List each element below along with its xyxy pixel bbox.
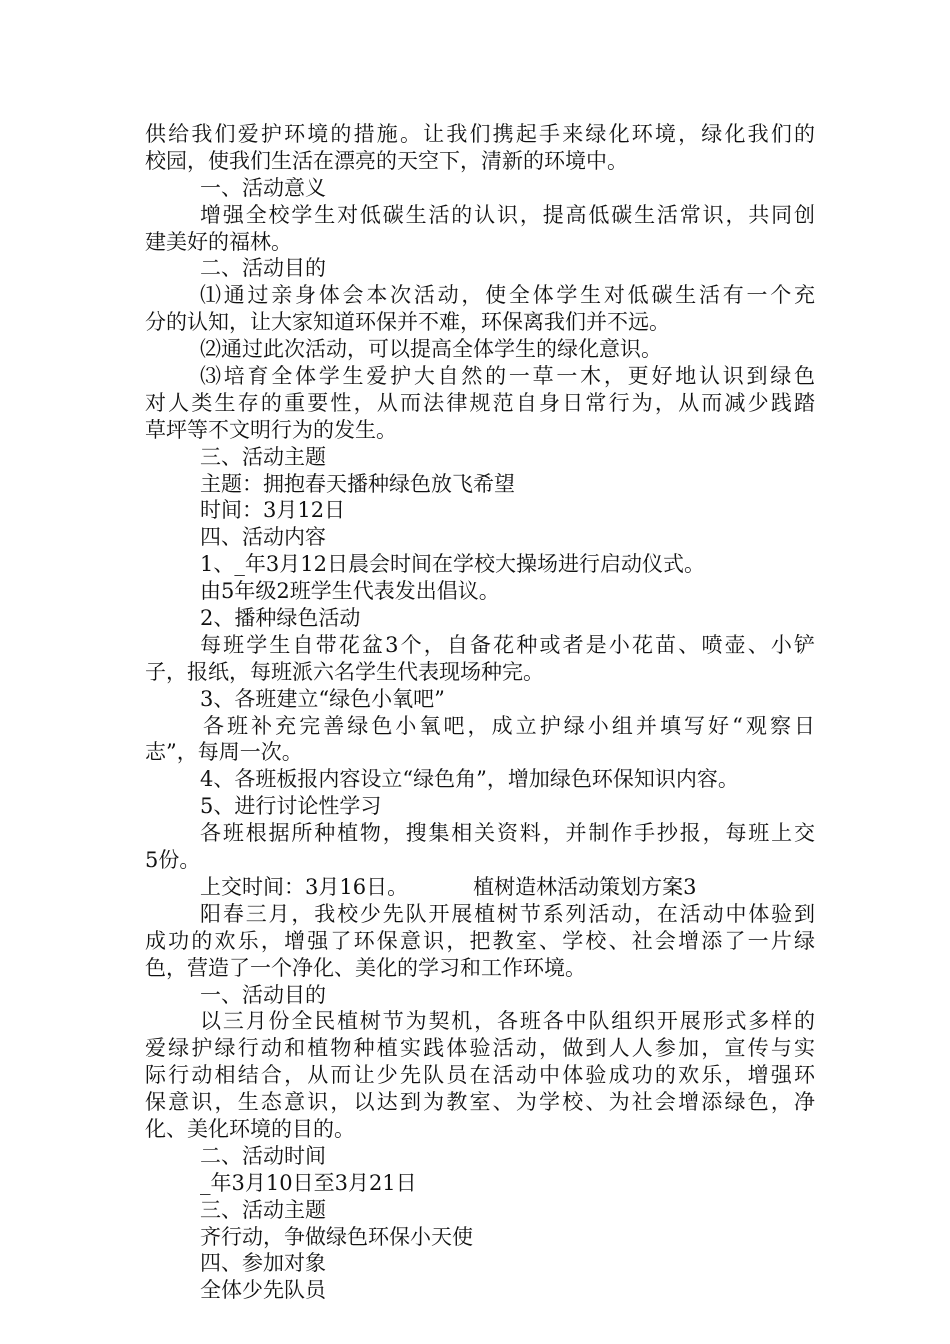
- list-item-line: 对人类生存的重要性，从而法律规范自身日常行为，从而减少践踏: [145, 390, 815, 415]
- paragraph-line: 供给我们爱护环境的措施。让我们携起手来绿化环境，绿化我们的: [145, 122, 815, 146]
- paragraph-line: 齐行动，争做绿色环保小天使: [200, 1224, 473, 1249]
- paragraph-line: 各班补充完善绿色小氧吧，成立护绿小组并填写好“观察日: [203, 713, 815, 738]
- paragraph-line: 爱绿护绿行动和植物种植实践体验活动，做到人人参加，宣传与实: [145, 1036, 815, 1061]
- paragraph-line: 建美好的福林。: [145, 229, 292, 254]
- list-item-line: ⑴通过亲身体会本次活动，使全体学生对低碳生活有一个充: [200, 283, 815, 308]
- paragraph-line: 4、各班板报内容设立“绿色角”，增加绿色环保知识内容。: [200, 767, 739, 792]
- section-heading: 二、活动时间: [200, 1143, 326, 1168]
- section-heading: 一、活动意义: [200, 175, 326, 200]
- paragraph-line: 由5年级2班学生代表发出倡议。: [200, 579, 500, 604]
- paragraph-line: 各班根据所种植物，搜集相关资料，并制作手抄报，每班上交: [200, 821, 815, 846]
- paragraph-line: 主题：拥抱春天播种绿色放飞希望: [200, 471, 515, 496]
- paragraph-line: 阳春三月，我校少先队开展植树节系列活动，在活动中体验到: [200, 901, 815, 926]
- paragraph-line: 成功的欢乐，增强了环保意识，把教室、学校、社会增添了一片绿: [145, 928, 815, 953]
- submission-time-text: 上交时间：3月16日。: [200, 874, 409, 899]
- section-heading: 二、活动目的: [200, 256, 326, 281]
- section-heading: 一、活动目的: [200, 982, 326, 1007]
- paragraph-line: 全体少先队员: [200, 1278, 326, 1303]
- section-heading: 四、参加对象: [200, 1251, 326, 1276]
- plan-title: 植树造林活动策划方案3: [473, 874, 697, 899]
- section-heading: 四、活动内容: [200, 525, 326, 550]
- paragraph-line: 际行动相结合，从而让少先队员在活动中体验成功的欢乐，增强环: [145, 1063, 815, 1088]
- paragraph-line: 色，营造了一个净化、美化的学习和工作环境。: [145, 955, 586, 980]
- paragraph-line: 每班学生自带花盆3个，自备花种或者是小花苗、喷壶、小铲: [200, 632, 815, 657]
- paragraph-line: _年3月10日至3月21日: [200, 1170, 417, 1195]
- paragraph-line: 时间：3月12日: [200, 498, 346, 523]
- list-item-line: 草坪等不文明行为的发生。: [145, 417, 397, 442]
- paragraph-line: 3、各班建立“绿色小氧吧”: [200, 686, 445, 711]
- section-heading: 三、活动主题: [200, 444, 326, 469]
- paragraph-line: 子，报纸，每班派六名学生代表现场种完。: [145, 659, 544, 684]
- paragraph-line: 志”，每周一次。: [145, 740, 303, 765]
- paragraph-line: 2、播种绿色活动: [200, 606, 361, 631]
- paragraph-line: 5份。: [145, 848, 201, 873]
- paragraph-line: 5、进行讨论性学习: [200, 794, 382, 819]
- paragraph-line: 增强全校学生对低碳生活的认识，提高低碳生活常识，共同创: [200, 202, 815, 227]
- list-item-line: ⑵通过此次活动，可以提高全体学生的绿化意识。: [200, 337, 662, 362]
- list-item-line: 分的认知，让大家知道环保并不难，环保离我们并不远。: [145, 310, 670, 335]
- paragraph-line: [145, 874, 815, 901]
- paragraph-line: 化、美化环境的目的。: [145, 1116, 355, 1141]
- paragraph-line: 1、_年3月12日晨会时间在学校大操场进行启动仪式。: [200, 552, 705, 577]
- list-item-line: ⑶培育全体学生爱护大自然的一草一木，更好地认识到绿色: [200, 364, 815, 389]
- paragraph-line: 以三月份全民植树节为契机，各班各中队组织开展形式多样的: [200, 1009, 815, 1034]
- section-heading: 三、活动主题: [200, 1197, 326, 1222]
- document-body: [145, 121, 815, 1304]
- paragraph-line: 保意识，生态意识，以达到为教室、为学校、为社会增添绿色，净: [145, 1090, 815, 1115]
- paragraph-line: 校园，使我们生活在漂亮的天空下，清新的环境中。: [145, 148, 628, 173]
